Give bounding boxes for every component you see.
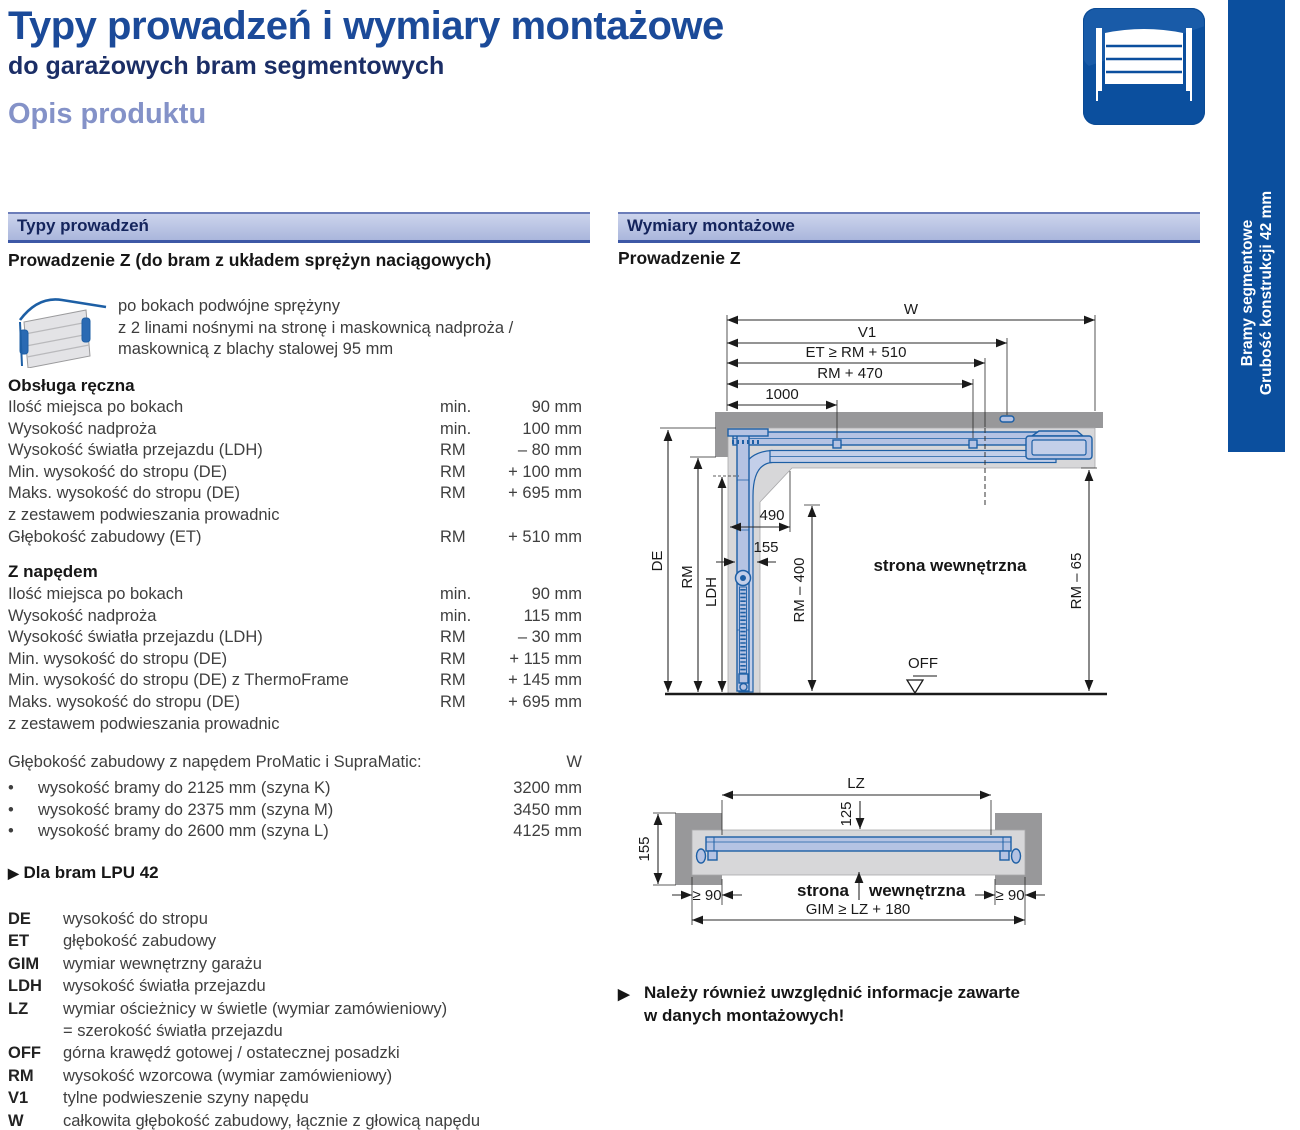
legend-row: LDH wysokość światła przejazdu [8,977,266,996]
legend-row: GIM wymiar wewnętrzny garażu [8,954,262,973]
left-subheader: Prowadzenie Z (do bram z układem sprężyn naciągowych) [8,250,492,270]
depth-heading: Głębokość zabudowy z napędem ProMatic i SupraMatic: [8,753,422,771]
dim-label-rm65: RM – 65 [1068,552,1085,610]
dot-icon: • [8,800,14,819]
hanger-bracket [833,440,841,448]
drive-head-top [1032,431,1083,436]
dot-icon: • [8,779,14,797]
manual-heading: Obsługa ręczna [8,376,135,395]
list-item: • wysokość bramy do 2125 mm (szyna K) 3200 mm [8,778,582,800]
table-row: Min. wysokość do stropu (DE) z ThermoFrame RM + 145 mm [8,671,582,690]
powered-table [8,584,582,735]
section-heading: Opis produktu [8,98,207,130]
intro-text [118,296,513,361]
table-row: Wysokość nadproża min. 100 mm [8,419,582,438]
intro-line3: maskownicą z blachy stalowej 95 mm [118,340,394,358]
dim-label-gim: GIM ≥ LZ + 180 [805,901,911,918]
side-view-diagram [620,290,1210,730]
arrow-bullet-icon: ▶ [618,986,630,1003]
page-title: Typy prowadzeń i wymiary montażowe [8,4,724,48]
label-off: OFF [908,655,938,672]
ceiling [715,412,1103,428]
dim-label-125: 125 [838,801,855,827]
table-row: Ilość miejsca po bokach min. 90 mm [8,585,582,603]
right-section-title: Wymiary montażowe [627,216,795,235]
right-section-bar [618,212,1200,243]
door-panel [706,837,1011,851]
table-row: Wysokość światła przejazdu (LDH) RM – 30 mm [8,628,582,647]
dim-label-90-right: ≥ 90 [995,887,1025,904]
header-plate [728,429,768,436]
dim-label-rm: RM [679,565,696,589]
side-tab [1228,0,1285,452]
depth-col-label: W [566,753,582,771]
list-item: • wysokość bramy do 2600 mm (szyna L) 4125 mm [8,821,582,843]
table-row: Ilość miejsca po bokach min. 90 mm [8,398,582,416]
table-row: Głębokość zabudowy (ET) RM + 510 mm [8,527,582,546]
table-row: Wysokość nadproża min. 115 mm [8,606,582,625]
dim-label-155: 155 [753,539,779,556]
dim-label-1000: 1000 [765,386,799,403]
intro-line1: po bokach podwójne sprężyny [118,297,340,315]
table-row: z zestawem podwieszania prowadnic [8,505,280,524]
table-row: Min. wysokość do stropu (DE) RM + 100 mm [8,462,582,481]
table-row: Maks. wysokość do stropu (DE) RM + 695 mm [8,484,582,503]
lpu-note: ▶ Dla bram LPU 42 [8,863,159,882]
table-row: Maks. wysokość do stropu (DE) RM + 695 mm [8,692,582,711]
depth-heading-row [8,753,582,772]
legend-row: W całkowita głębokość zabudowy, łącznie z głowicą napędu [8,1111,481,1130]
left-section-bar [8,212,590,243]
table-row: Min. wysokość do stropu (DE) RM + 115 mm [8,649,582,668]
dim-label-de: DE [649,550,666,572]
label-inner-side-b: wewnętrzna [869,881,966,900]
side-tab-label [1238,191,1276,395]
hanger-bracket [969,440,977,448]
list-item: • wysokość bramy do 2375 mm (szyna M) 3450 mm [8,800,582,822]
legend [8,908,582,1130]
page-subtitle: do garażowych bram segmentowych [8,52,445,80]
note-text: Należy również uwzględnić informacje zawarte w danych montażowych! [644,983,1020,1025]
floor-level-symbol [907,680,923,693]
lintel [715,428,728,457]
tension-spring [740,587,747,673]
depth-table [8,778,582,843]
dim-label-lz: LZ [847,775,865,792]
legend-row: LZ wymiar ościeżnicy w świetle (wymiar zamówieniowy) [8,999,448,1018]
label-inner-side-a: strona [797,881,849,900]
dim-label-490: 490 [759,507,785,524]
label-inner-side: strona wewnętrzna [873,556,1027,575]
legend-row: ET głębokość zabudowy [8,932,217,951]
dim-label-rm470: RM + 470 [817,365,883,382]
plan-view-diagram [620,758,1210,958]
dim-label-155-plan: 155 [636,836,653,862]
ceiling-clamp [1000,416,1014,422]
dim-label-rm400: RM – 400 [791,557,808,623]
roller-left [697,849,706,863]
powered-heading: Z napędem [8,562,98,581]
dim-label-et: ET ≥ RM + 510 [805,344,907,361]
legend-row: = szerokość światła przejazdu [63,1022,283,1041]
side-tab-line2: Grubość konstrukcji 42 mm [1257,190,1275,396]
legend-row: RM wysokość wzorcowa (wymiar zamówieniowy) [8,1066,393,1085]
intro-line2: z 2 linami nośnymi na stronę i maskownicą nadproża / [118,318,514,337]
table-row: z zestawem podwieszania prowadnic [8,714,280,733]
left-section-title: Typy prowadzeń [17,216,149,235]
legend-row: DE wysokość do stropu [8,910,208,928]
roller-right [1012,849,1021,863]
legend-row: V1 tylne podwieszenie szyny napędu [8,1089,309,1108]
bottom-bracket [739,674,748,683]
dot-icon: • [8,822,14,841]
arrow-bullet-icon: ▶ [8,865,19,881]
manual-table [8,397,582,548]
dim-label-w: W [903,301,919,318]
dim-label-90-left: ≥ 90 [692,887,722,904]
right-subheader: Prowadzenie Z [618,248,741,268]
side-tab-line1: Bramy segmentowe [1238,219,1256,367]
table-row: Wysokość światła przejazdu (LDH) RM – 80 mm [8,441,582,460]
dim-label-v1: V1 [857,324,877,341]
dim-label-ldh: LDH [703,576,720,608]
legend-row: OFF górna krawędź gotowej / ostatecznej posadzki [8,1044,400,1063]
track-z-icon [10,294,110,368]
sectional-door-icon [1083,8,1205,125]
mounting-note [618,982,1178,1027]
